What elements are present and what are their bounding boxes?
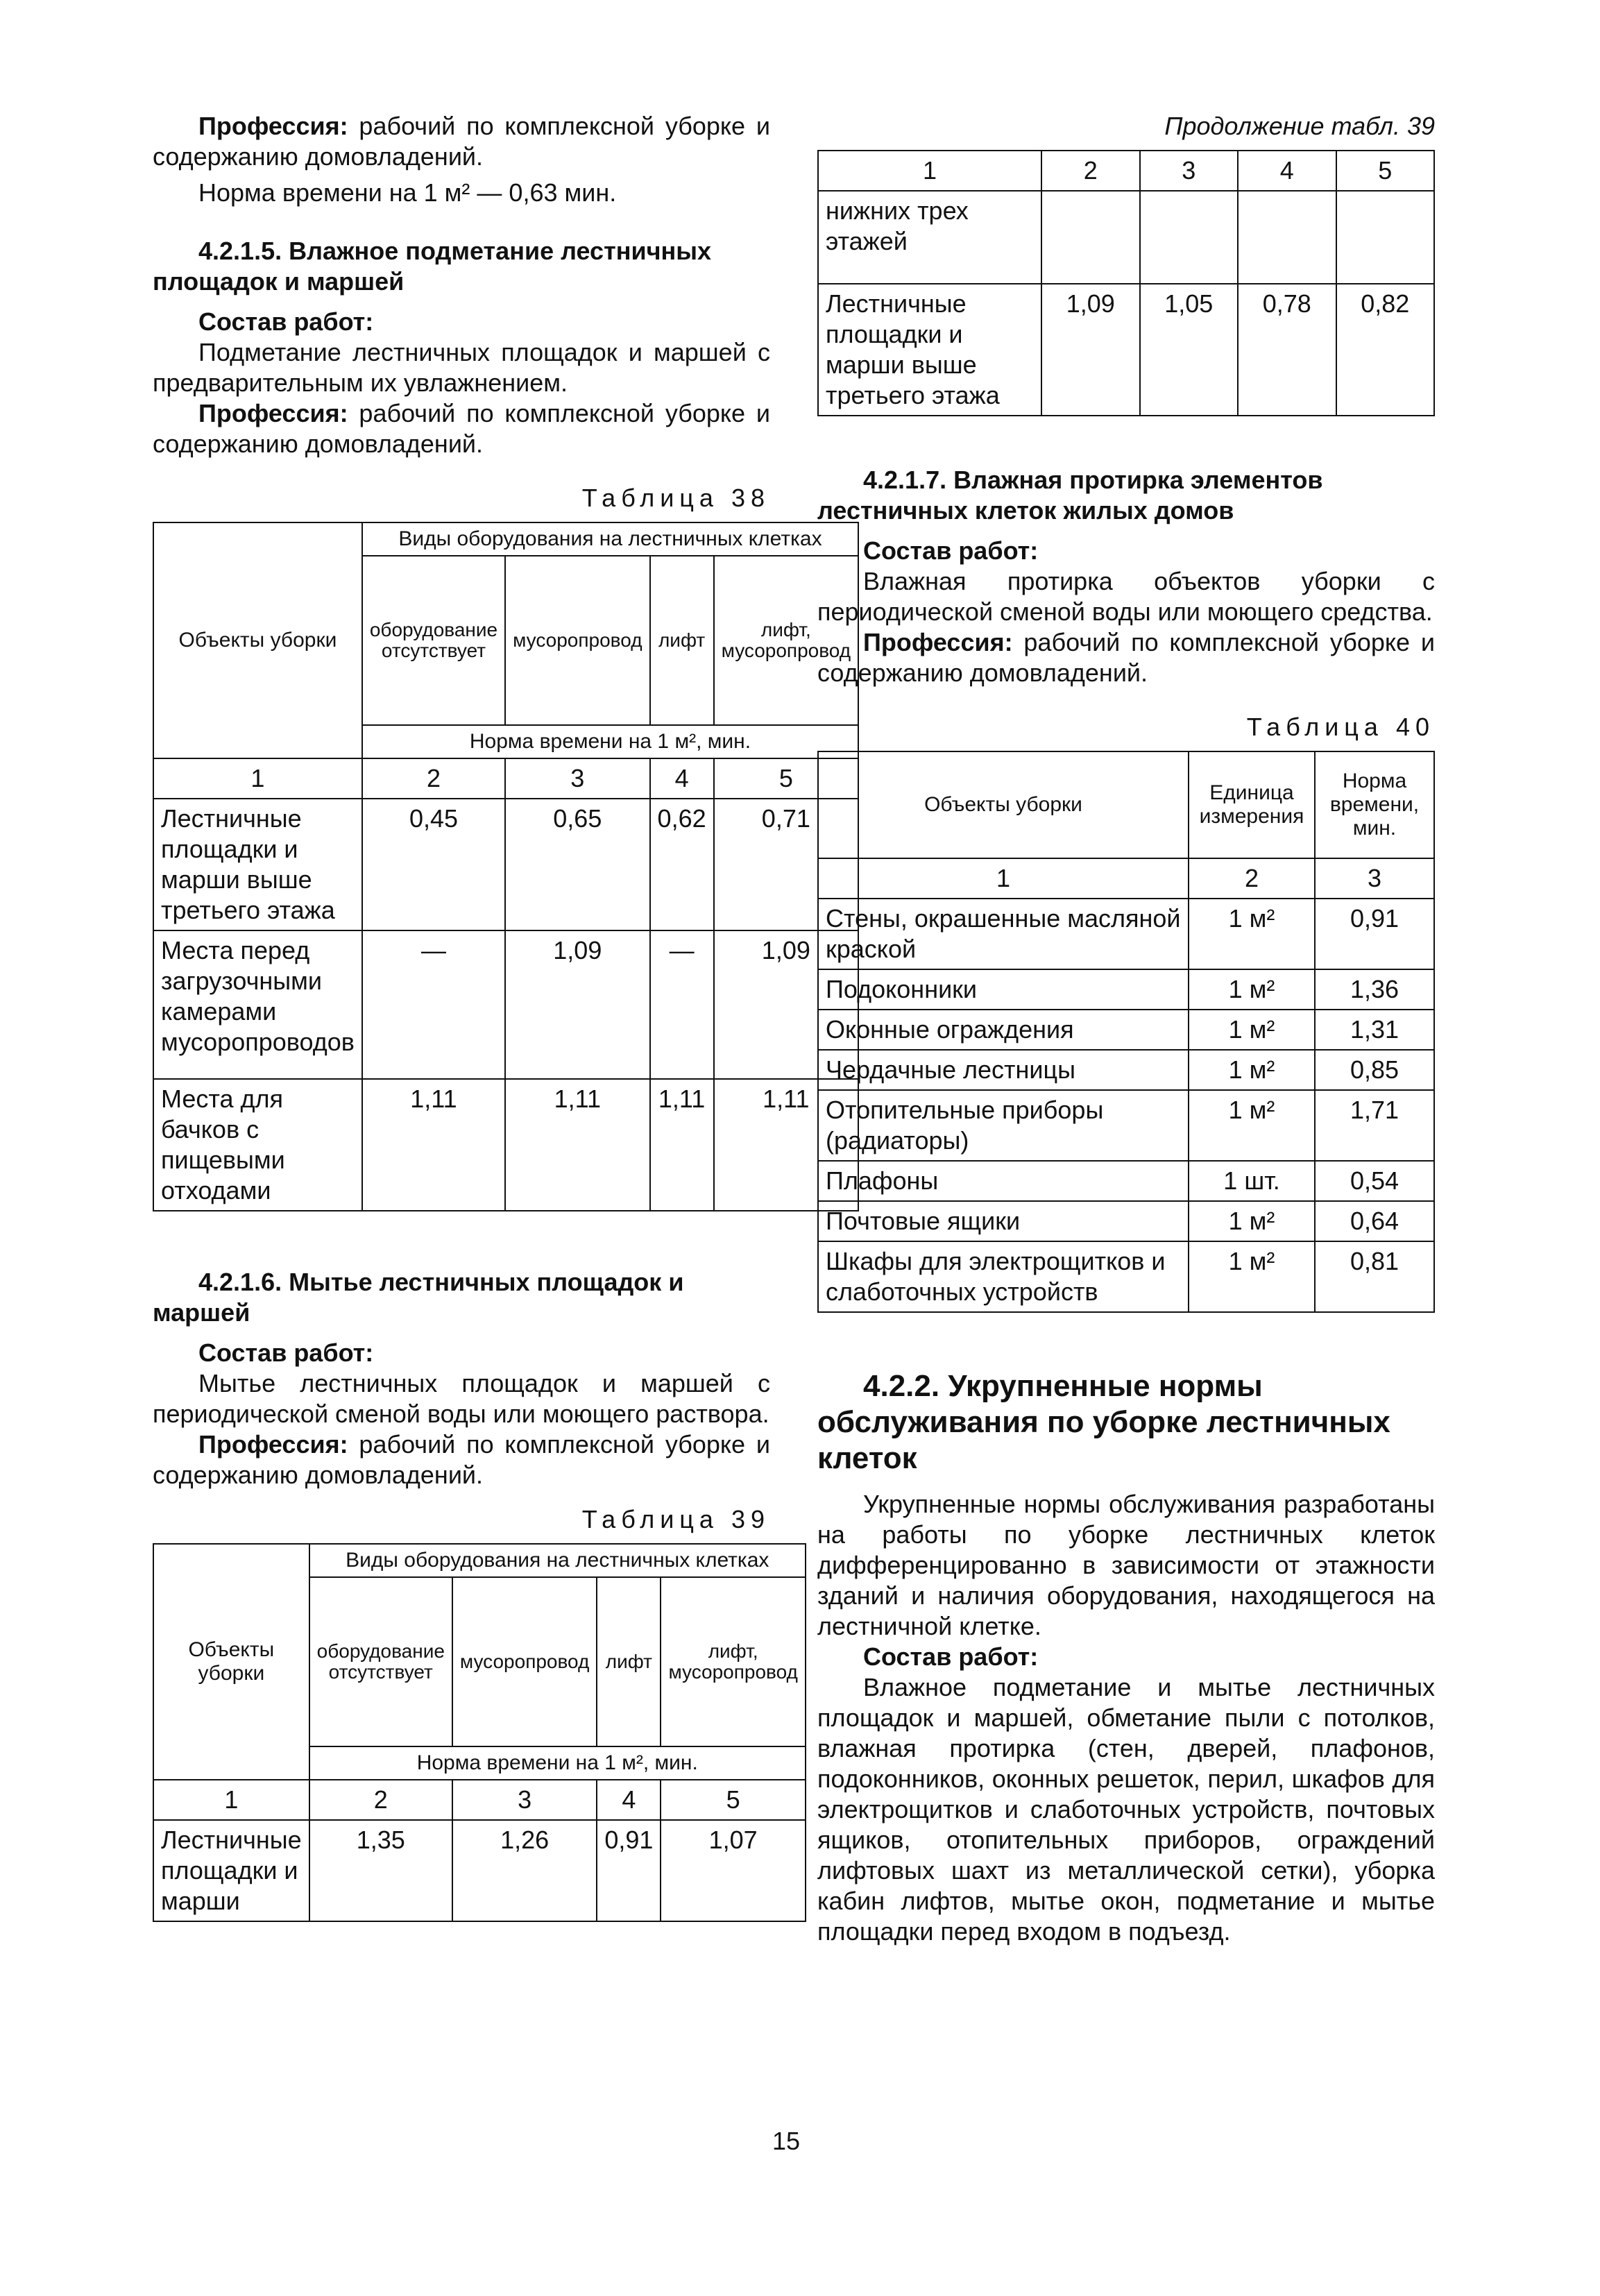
table-cell: 5 [661, 1780, 805, 1820]
table-cell: 1 [153, 758, 362, 799]
table-row [818, 1050, 1434, 1090]
composition-label: Состав работ: [198, 1338, 374, 1367]
table-cell: 0,54 [1315, 1161, 1434, 1201]
table-cell: 3 [452, 1780, 597, 1820]
table-cell: 0,45 [362, 799, 505, 930]
profession-paragraph [153, 398, 770, 459]
table-row [818, 1161, 1434, 1201]
table-cell: — [362, 930, 505, 1079]
table-header-norm: Норма времени на 1 м², мин. [309, 1746, 806, 1780]
profession-text: рабочий по комплексной уборке и содержанию домовладений. [153, 112, 770, 171]
table-cell: 1,71 [1315, 1090, 1434, 1161]
table-header-col5: лифт, мусоропровод [661, 1577, 805, 1746]
table-row [818, 969, 1434, 1010]
table-cell: 0,71 [714, 799, 858, 930]
table-header-norm: Норма времени на 1 м², мин. [362, 725, 858, 758]
table-cell: 0,81 [1315, 1241, 1434, 1312]
table-row [818, 284, 1434, 416]
table-cell: 1 м² [1189, 1201, 1315, 1241]
table-row [818, 1090, 1434, 1161]
table-row-name: Оконные ограждения [818, 1010, 1189, 1050]
table-cell: 1 м² [1189, 1241, 1315, 1312]
table-row-name: Чердачные лестницы [818, 1050, 1189, 1090]
table-number-row [818, 858, 1434, 899]
table-row [818, 191, 1434, 284]
composition-text: Подметание лестничных площадок и маршей с предварительным их увлажнением. [153, 338, 770, 397]
table-header-col3: мусоропровод [505, 556, 649, 725]
table-cell: 1,11 [505, 1079, 649, 1211]
table-row [153, 1820, 806, 1921]
table-cell: 0,78 [1238, 284, 1336, 416]
composition-label: Состав работ: [198, 307, 374, 336]
table-row [818, 1010, 1434, 1050]
table-cell: 1,11 [362, 1079, 505, 1211]
table-cell: 1,09 [505, 930, 649, 1079]
table-row-name: Лестничные площадки и марши [153, 1820, 309, 1921]
table-header-col4: лифт [650, 556, 714, 725]
table-cell: 1 [818, 858, 1189, 899]
table-row [153, 1079, 858, 1211]
profession-text: рабочий по комплексной уборке и содержанию домовладений. [817, 628, 1435, 687]
table-row [818, 899, 1434, 969]
profession-paragraph [153, 1429, 770, 1490]
table-cell: 1 м² [1189, 1050, 1315, 1090]
profession-paragraph [153, 111, 770, 172]
table-cell: 4 [650, 758, 714, 799]
section-title-4-2-1-5: 4.2.1.5. Влажное подметание лестничных площадок и маршей [153, 237, 711, 296]
table-header-col5: лифт, мусоропровод [714, 556, 858, 725]
table-cell: 0,91 [1315, 899, 1434, 969]
left-column [153, 111, 851, 1922]
profession-label: Профессия: [863, 628, 1013, 656]
table-cell: 3 [1140, 151, 1239, 191]
table-row [818, 1201, 1434, 1241]
time-norm-paragraph: Норма времени на 1 м² — 0,63 мин. [198, 178, 617, 207]
table-cell: 3 [1315, 858, 1434, 899]
table-cell: 1 м² [1189, 1090, 1315, 1161]
table-38 [153, 522, 859, 1211]
table-header-objects: Объекты уборки [818, 751, 1189, 858]
section-paragraph: Укрупненные нормы обслуживания разработаны на работы по уборке лестничных клеток дифференцированно в зависимости от этажности зданий и наличия оборудования, находящегося на лестничной клетке. [817, 1490, 1435, 1640]
profession-label: Профессия: [198, 112, 348, 140]
section-title-4-2-1-7: 4.2.1.7. Влажная протирка элементов лестничных клеток жилых домов [817, 466, 1323, 525]
table-cell: 1 шт. [1189, 1161, 1315, 1201]
table-header-norm: Норма времени, мин. [1315, 751, 1434, 858]
profession-paragraph [817, 627, 1435, 688]
table-row [818, 1241, 1434, 1312]
table-cell: — [650, 930, 714, 1079]
table-39-continuation [817, 150, 1435, 416]
composition-text: Мытье лестничных площадок и маршей с периодической сменой воды или моющего раствора. [153, 1369, 770, 1428]
table-header-col2: оборудование отсутствует [309, 1577, 452, 1746]
composition-text: Влажное подметание и мытье лестничных площадок и маршей, обметание пыли с потолков, влажная протирка (стен, дверей, плафонов, подоконников, оконных решеток, перил, шкафов для электрощитков и слаботочных устройств, почтовых ящиков, отопительных приборов, ограждений лифтовых шахт из металлической сетки), уборка кабин лифтов, мытье окон, подметание и мытье площадки перед входом в подъезд. [817, 1673, 1435, 1946]
table-cell: 4 [597, 1780, 661, 1820]
table-row [153, 799, 858, 930]
table-cell: 1 [818, 151, 1041, 191]
profession-label: Профессия: [198, 399, 348, 427]
table-cell: 0,65 [505, 799, 649, 930]
page-number: 15 [772, 2127, 801, 2155]
table-cell: 1 м² [1189, 1010, 1315, 1050]
table-header-col3: мусоропровод [452, 1577, 597, 1746]
table-cell: 5 [714, 758, 858, 799]
table-cell: 3 [505, 758, 649, 799]
table-row-name: Лестничные площадки и марши выше третьего этажа [153, 799, 362, 930]
table-40 [817, 751, 1435, 1313]
composition-label: Состав работ: [863, 1642, 1039, 1671]
table-cell: 0,91 [597, 1820, 661, 1921]
table-39 [153, 1543, 806, 1922]
right-column [817, 111, 1435, 1947]
table-row-name: Отопительные приборы (радиаторы) [818, 1090, 1189, 1161]
table-row-name: Подоконники [818, 969, 1189, 1010]
table-cell: 1,11 [714, 1079, 858, 1211]
table-cell: 1,36 [1315, 969, 1434, 1010]
table-row [153, 930, 858, 1079]
table-header-types: Виды оборудования на лестничных клетках [362, 522, 858, 556]
profession-label: Профессия: [198, 1430, 348, 1459]
table-row-name: Места для бачков с пищевыми отходами [153, 1079, 362, 1211]
table-cell: 2 [1041, 151, 1140, 191]
profession-text: рабочий по комплексной уборке и содержанию домовладений. [153, 1430, 770, 1489]
table-cell: 1 [153, 1780, 309, 1820]
table-cell: 1,07 [661, 1820, 805, 1921]
table-cell: 1,09 [714, 930, 858, 1079]
table-38-caption: Таблица 38 [581, 484, 770, 512]
table-row-name: Плафоны [818, 1161, 1189, 1201]
table-row-name: Шкафы для электрощитков и слаботочных устройств [818, 1241, 1189, 1312]
table-row-name: Стены, окрашенные масляной краской [818, 899, 1189, 969]
table-cell: 2 [1189, 858, 1315, 899]
composition-text: Влажная протирка объектов уборки с периодической сменой воды или моющего средства. [817, 567, 1435, 626]
table-cell: 2 [362, 758, 505, 799]
table-row-name: Лестничные площадки и марши выше третьего этажа [818, 284, 1041, 416]
table-header-types: Виды оборудования на лестничных клетках [309, 1544, 806, 1577]
composition-label: Состав работ: [863, 536, 1039, 565]
table-number-row [818, 151, 1434, 191]
table-header-col4: лифт [597, 1577, 661, 1746]
table-cell: 5 [1336, 151, 1435, 191]
table-header-col2: оборудование отсутствует [362, 556, 505, 725]
table-number-row [153, 1780, 806, 1820]
section-title-4-2-1-6: 4.2.1.6. Мытье лестничных площадок и маршей [153, 1268, 684, 1327]
table-cell: 1,31 [1315, 1010, 1434, 1050]
table-cell: 1 м² [1189, 969, 1315, 1010]
table-cell: 0,85 [1315, 1050, 1434, 1090]
table-header-unit: Единица измерения [1189, 751, 1315, 858]
table-cell: 1,35 [309, 1820, 452, 1921]
table-cell: 1,11 [650, 1079, 714, 1211]
table-number-row [153, 758, 858, 799]
table-40-caption: Таблица 40 [1246, 713, 1435, 741]
table-cell: 0,64 [1315, 1201, 1434, 1241]
table-cell: 4 [1238, 151, 1336, 191]
table-cell: 1,26 [452, 1820, 597, 1921]
table-cell: 1,09 [1041, 284, 1140, 416]
table-row-name: Почтовые ящики [818, 1201, 1189, 1241]
table-header-objects: Объекты уборки [153, 1544, 309, 1780]
table-row-name: нижних трех этажей [818, 191, 1041, 284]
table-cell: 0,82 [1336, 284, 1435, 416]
profession-text: рабочий по комплексной уборке и содержанию домовладений. [153, 399, 770, 458]
table-cell: 1,05 [1140, 284, 1239, 416]
table-header-objects: Объекты уборки [153, 522, 362, 758]
table-39-continuation-caption: Продолжение табл. 39 [1164, 112, 1435, 140]
table-cell: 2 [309, 1780, 452, 1820]
section-title-4-2-2: 4.2.2. Укрупненные нормы обслуживания по уборке лестничных клеток [817, 1369, 1390, 1475]
table-cell: 1 м² [1189, 899, 1315, 969]
table-39-caption: Таблица 39 [581, 1505, 770, 1533]
table-row-name: Места перед загрузочными камерами мусоропроводов [153, 930, 362, 1079]
table-cell: 0,62 [650, 799, 714, 930]
